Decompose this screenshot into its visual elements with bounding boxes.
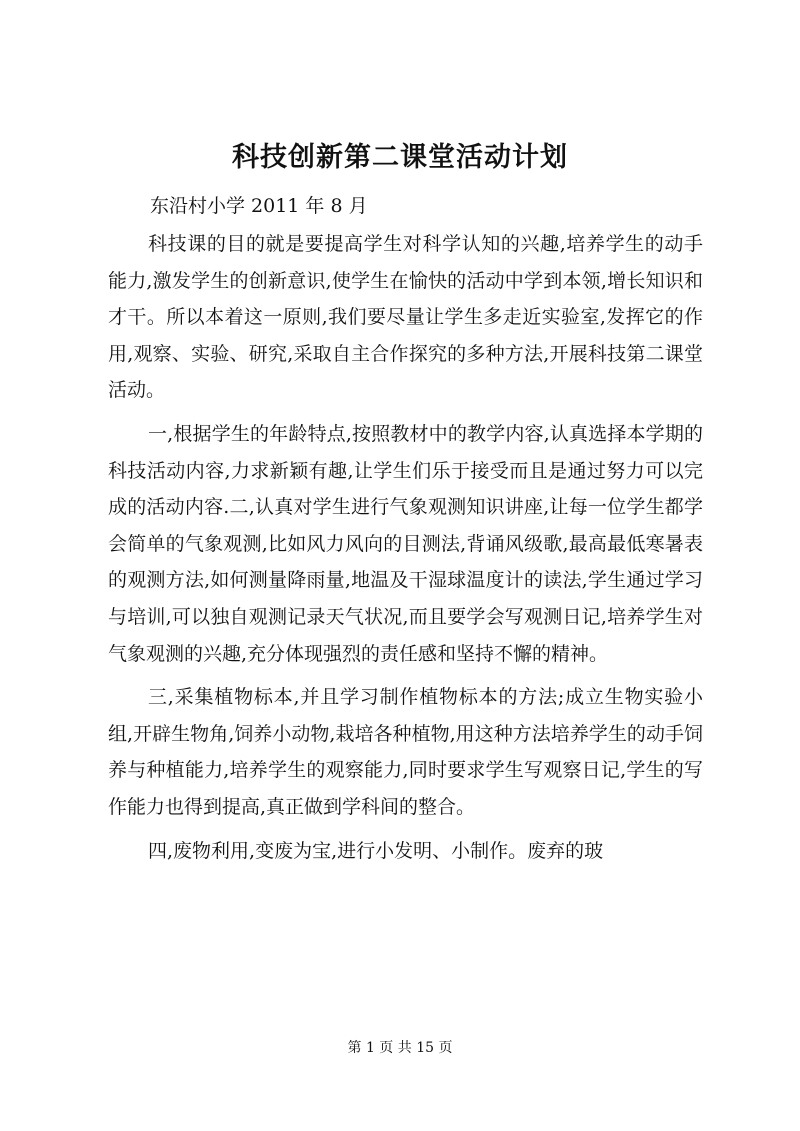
document-meta: 东沿村小学 2011 年 8 月 xyxy=(150,195,368,217)
paragraph-section-4: 四,废物利用,变废为宝,进行小发明、小制作。废弃的玻 xyxy=(148,839,604,862)
paragraph-intro: 科技课的目的就是要提高学生对科学认知的兴趣,培养学生的动手能力,激发学生的创新意识,使学生在愉快的活动中学到本领,增长知识和才干。所以本着这一原则,我们要尽量让学生多走近实验室,发挥它的作用,观察、实验、研究,采取自主合作探究的多种方法,开展科技第二课堂活动。 xyxy=(108,233,703,402)
page-number-footer: 第 1 页 共 15 页 xyxy=(347,1040,453,1056)
document-body xyxy=(108,226,703,869)
document-title: 科技创新第二课堂活动计划 xyxy=(232,142,568,173)
paragraph-section-1-2: 一,根据学生的年龄特点,按照教材中的教学内容,认真选择本学期的科技活动内容,力求新颖有趣,让学生们乐于接受而且是通过努力可以完成的活动内容.二,认真对学生进行气象观测知识讲座,让每一位学生都学会简单的气象观测,比如风力风向的目测法,背诵风级歌,最高最低寒暑表的观测方法,如何测量降雨量,地温及干湿球温度计的读法,学生通过学习与培训,可以独自观测记录天气状况,而且要学会写观测日记,培养学生对气象观测的兴趣,充分体现强烈的责任感和坚持不懈的精神。 xyxy=(108,422,703,665)
paragraph-section-3: 三,采集植物标本,并且学习制作植物标本的方法;成立生物实验小组,开辟生物角,饲养小动物,栽培各种植物,用这种方法培养学生的动手饲养与种植能力,培养学生的观察能力,同时要求学生写观察日记,学生的写作能力也得到提高,真正做到学科间的整合。 xyxy=(108,686,703,818)
